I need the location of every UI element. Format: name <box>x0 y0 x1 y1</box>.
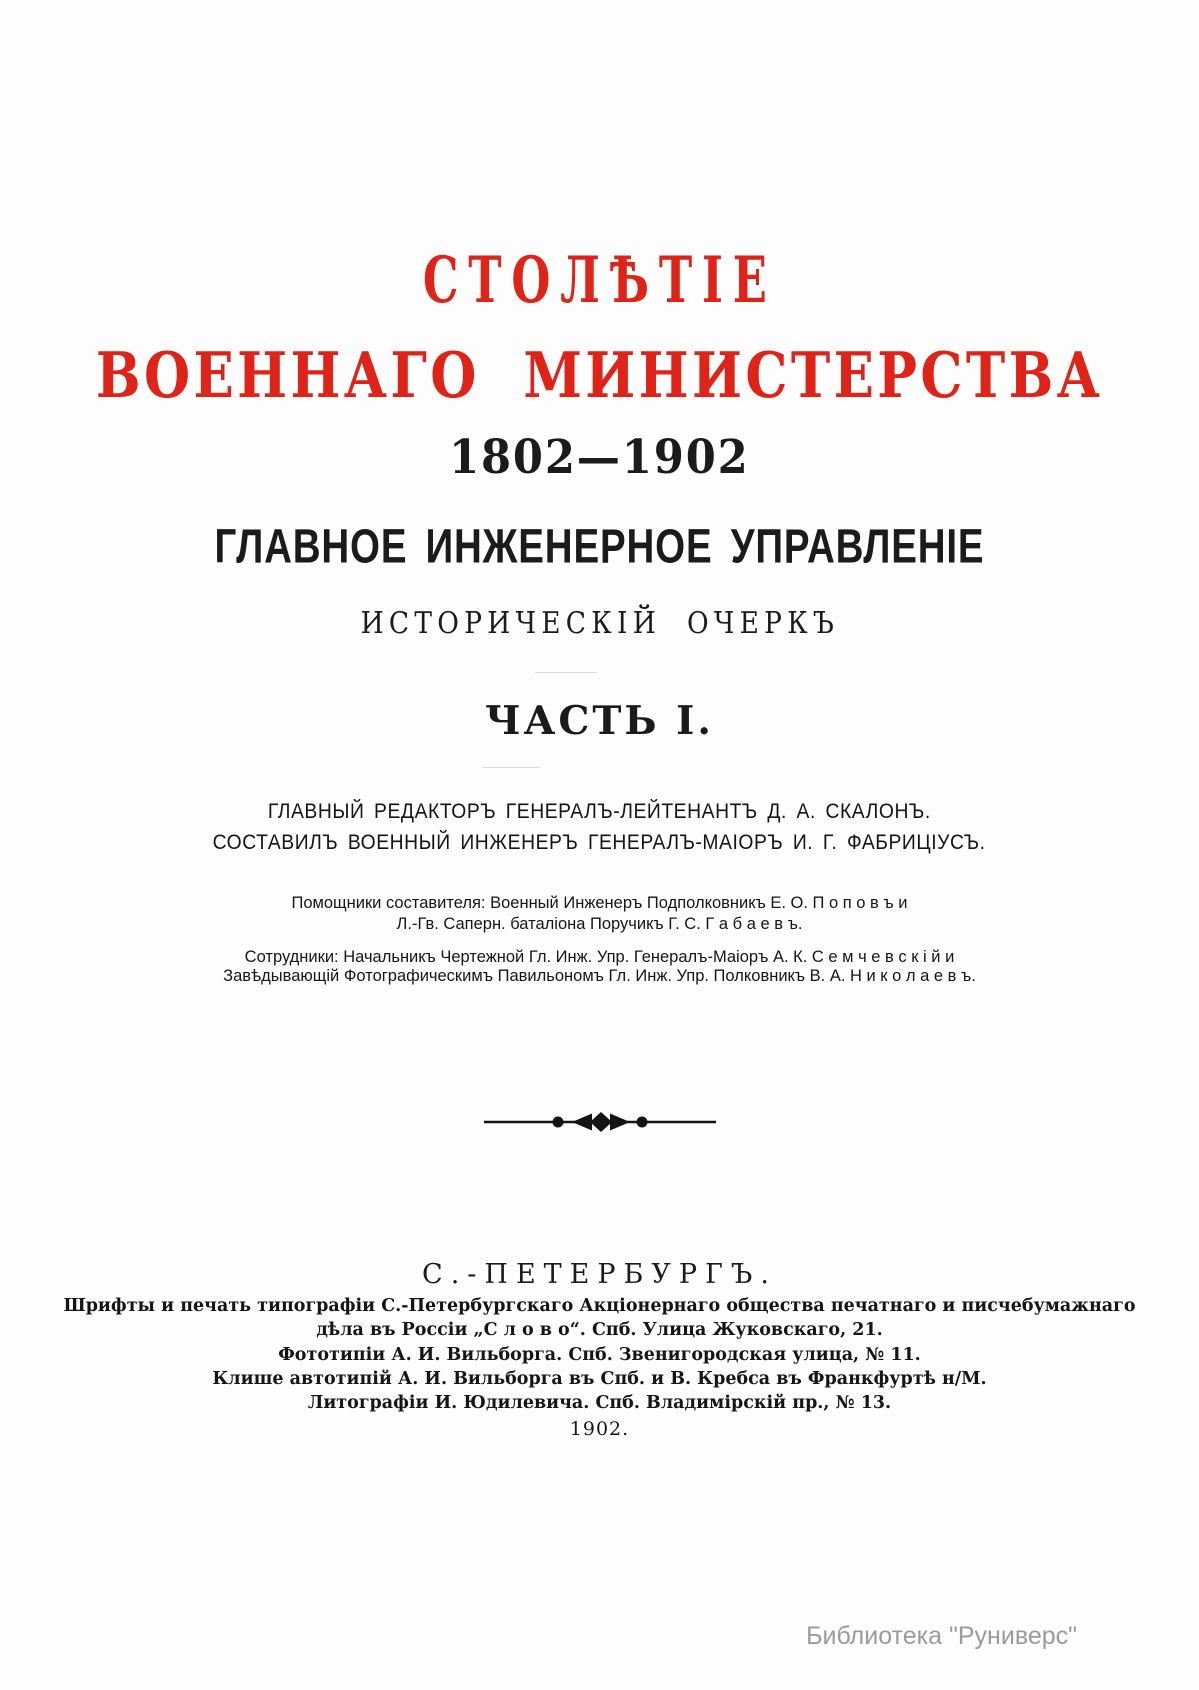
chief-editor-credit <box>0 800 1199 824</box>
main-title-line1 <box>0 243 1199 318</box>
publication-city-text: С.-ПЕТЕРБУРГЪ. <box>422 1259 777 1290</box>
assistants-credit-line1: Помощники составителя: Военный Инженеръ Подполковникъ Е. О. П о п о в ъ и <box>291 894 908 912</box>
imprint-line-4: Клише автотипій А. И. Вильборга въ Спб. и В. Кребса въ Франкфуртѣ н/М. <box>212 1369 987 1389</box>
compiler-credit <box>0 831 1199 855</box>
imprint-line-3: Фототипіи А. И. Вильборга. Спб. Звенигородская улица, № 11. <box>278 1345 921 1365</box>
collaborators-credit-line2: Завѣдывающій Фотографическимъ Павильономъ Гл. Инж. Упр. Полковникъ В. А. Н и к о л а е в ъ. <box>223 967 976 985</box>
imprint-line-5: Литографіи И. Юдилевича. Спб. Владимірскій пр., № 13. <box>307 1393 892 1413</box>
essay-subtitle <box>0 606 1199 641</box>
imprint-line-1: Шрифты и печать типографіи С.-Петербургскаго Акціонернаго общества печатнаго и писчебумажнаго <box>63 1296 1136 1316</box>
main-title-line2 <box>0 338 1199 412</box>
imprint-line-2: дѣла въ Россіи „С л о в о“. Спб. Улица Жуковскаго, 21. <box>316 1320 883 1340</box>
library-watermark: Библиотека "Руниверс" <box>806 1622 1077 1650</box>
faint-divider-bottom <box>482 767 540 768</box>
collaborators-credit-line1: Сотрудники: Начальникъ Чертежной Гл. Инж. Упр. Генералъ-Маіоръ А. К. С е м ч е в с к і й и <box>244 948 955 966</box>
assistants-credit-line2: Л.-Гв. Саперн. баталіона Поручикъ Г. С. Г а б а е в ъ. <box>396 915 803 933</box>
essay-subtitle-text: ИСТОРИЧЕСКІЙ ОЧЕРКЪ <box>360 606 839 641</box>
department-subtitle-text: ГЛАВНОЕ ИНЖЕНЕРНОЕ УПРАВЛЕНІЕ <box>214 518 985 573</box>
department-subtitle <box>0 518 1199 573</box>
years-range <box>0 430 1199 485</box>
main-title-line1-text: СТОЛѢТІЕ <box>422 243 777 318</box>
chief-editor-credit-text: ГЛАВНЫЙ РЕДАКТОРЪ ГЕНЕРАЛЪ-ЛЕЙТЕНАНТЪ Д. А. СКАЛОНЪ. <box>268 800 931 823</box>
faint-divider-top <box>535 672 597 673</box>
main-title-line2-text: ВОЕННАГО МИНИСТЕРСТВА <box>95 338 1104 412</box>
ornament-divider <box>0 1108 1199 1140</box>
publication-city <box>0 1259 1199 1290</box>
part-heading <box>0 698 1199 744</box>
publication-year: 1902. <box>569 1418 630 1440</box>
compiler-credit-text: СОСТАВИЛЪ ВОЕННЫЙ ИНЖЕНЕРЪ ГЕНЕРАЛЪ-МАІОРЪ И. Г. ФАБРИЦІУСЪ. <box>213 831 986 854</box>
years-range-text: 1802—1902 <box>449 430 750 485</box>
ornament-divider-icon <box>484 1108 716 1136</box>
part-heading-text: ЧАСТЬ I. <box>484 698 715 744</box>
